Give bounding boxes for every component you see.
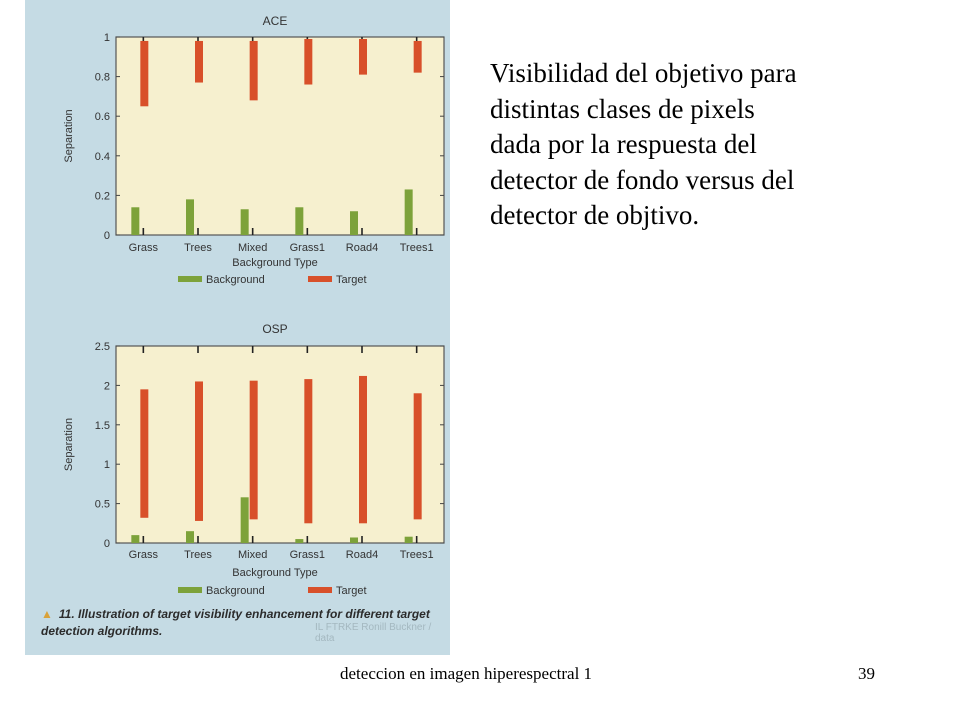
faint-watermark-text: IL FTRKE Ronill Buckner / data	[315, 622, 432, 644]
figure-panel	[25, 0, 450, 655]
target-bar	[304, 379, 312, 523]
x-tick-label: Road4	[345, 549, 379, 561]
target-bar	[359, 39, 367, 75]
figure-caption	[41, 606, 441, 640]
background-bar	[350, 211, 358, 235]
x-tick-label: Trees	[184, 242, 212, 254]
x-tick-label: Grass1	[289, 242, 326, 254]
plot-area	[116, 37, 444, 235]
y-tick-label: 0.8	[94, 71, 110, 84]
y-axis-label: Separation	[63, 417, 75, 472]
x-axis-label: Background Type	[232, 257, 318, 269]
legend-swatch-background	[178, 587, 202, 593]
y-tick-label: 2	[103, 380, 110, 393]
y-tick-label: 1	[103, 459, 110, 472]
y-tick-label: 1.5	[94, 419, 110, 432]
background-bar	[131, 535, 139, 543]
background-bar	[186, 199, 194, 235]
target-bar	[250, 41, 258, 100]
legend-swatch-background	[178, 276, 202, 282]
y-tick-label: 2.5	[94, 341, 110, 353]
description-text	[490, 56, 910, 234]
background-bar	[295, 539, 303, 543]
background-bar	[350, 537, 358, 543]
legend-swatch-target	[308, 276, 332, 282]
target-bar	[140, 41, 148, 106]
y-tick-label: 0.5	[94, 498, 110, 511]
description-line: Visibilidad del objetivo para	[490, 58, 797, 88]
y-tick-label: 0.4	[94, 150, 110, 163]
target-bar	[195, 41, 203, 83]
chart-title: OSP	[262, 322, 288, 336]
caption-marker-icon: ▲	[41, 607, 53, 621]
target-bar	[414, 41, 422, 73]
x-tick-label: Trees1	[399, 549, 434, 561]
background-bar	[241, 497, 249, 543]
legend-label: Target	[336, 274, 367, 286]
legend-label: Background	[206, 274, 265, 286]
x-tick-label: Grass	[128, 242, 159, 254]
page-number: 39	[858, 664, 875, 683]
description-line: detector de objtivo.	[490, 200, 700, 230]
target-bar	[250, 381, 258, 520]
background-bar	[186, 531, 194, 543]
description-line: dada por la respuesta del	[490, 129, 757, 159]
y-axis-label: Separation	[63, 109, 75, 163]
description-line: detector de fondo versus del	[490, 164, 795, 195]
y-tick-label: 0.6	[94, 111, 110, 124]
target-bar	[359, 376, 367, 523]
y-tick-label: 0.2	[94, 190, 110, 203]
plot-area	[116, 346, 444, 543]
legend-swatch-target	[308, 587, 332, 593]
background-bar	[241, 209, 249, 235]
background-bar	[131, 207, 139, 235]
description-line: distintas clases de pixels	[490, 93, 755, 124]
target-bar	[140, 389, 148, 517]
target-bar	[195, 381, 203, 520]
y-tick-label: 0	[103, 230, 110, 242]
x-tick-label: Mixed	[237, 549, 268, 561]
background-bar	[295, 207, 303, 235]
chart-title: ACE	[262, 14, 288, 28]
y-tick-label: 1	[103, 32, 110, 44]
legend-label: Background	[206, 585, 265, 597]
x-tick-label: Road4	[345, 242, 379, 254]
x-axis-label: Background Type	[232, 567, 318, 579]
background-bar	[405, 189, 413, 235]
x-tick-label: Grass1	[289, 549, 326, 561]
target-bar	[304, 39, 312, 85]
x-tick-label: Trees1	[399, 242, 434, 254]
x-tick-label: Grass	[128, 549, 159, 561]
footer-title: deteccion en imagen hiperespectral 1	[340, 664, 593, 683]
x-tick-label: Mixed	[237, 242, 268, 254]
charts-svg	[25, 0, 450, 655]
caption-text: 11. Illustration of target visibility enhancement for different target detection algorithms.	[41, 607, 430, 638]
x-tick-label: Trees	[184, 549, 212, 561]
background-bar	[405, 537, 413, 543]
y-tick-label: 0	[103, 538, 110, 550]
legend-label: Target	[336, 585, 367, 597]
target-bar	[414, 393, 422, 519]
